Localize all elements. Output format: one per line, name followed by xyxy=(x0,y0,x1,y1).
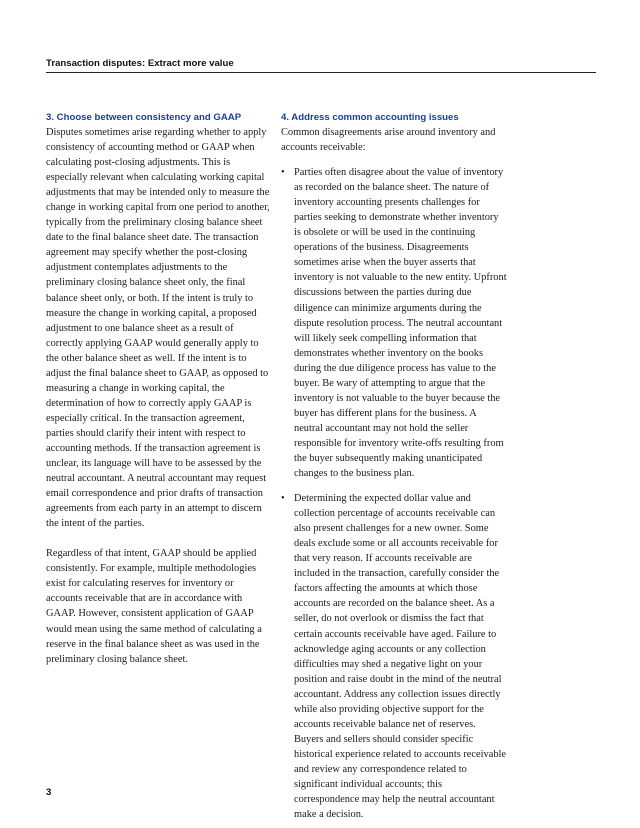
paragraph-gaap-consistency: Regardless of that intent, GAAP should be applied consistently. For example, multiple methodologies exist for calculating reserves for inventory or accounts receivable that are in accordance with GAAP. However, consistent application of GAAP would mean using the same method of calculating a reserve in the final balance sheet as was used in the preliminary closing balance sheet. xyxy=(46,548,262,665)
section-heading-consistency-gaap: 3. Choose between consistency and GAAP xyxy=(46,112,242,123)
bullet-dot-icon: • xyxy=(281,167,285,179)
bullet-dot-icon: • xyxy=(281,493,285,505)
section-heading-accounting-issues: 4. Address common accounting issues xyxy=(281,112,459,123)
bullet-item-inventory xyxy=(281,165,507,481)
header-divider xyxy=(46,72,596,73)
bullet-text-accounts-receivable: Determining the expected dollar value and collection percentage of accounts receivable can also present challenges for a new owner. Some deals exclude some or all accounts receivable for that very reason. If accounts receivable are included in the transaction, carefully consider the factors affecting the amounts at which those accounts are recorded on the balance sheet. As a seller, do not overlook or dismiss the fact that certain accounts receivable have aged. Failure to acknowledge aging accounts or any collection difficulties may shed a negative light on your position and raise doubt in the mind of the neutral accountant. Address any collection issues directly while also providing objective support for the accounts receivable balance net of reserves. Buyers and sellers should consider specific historical experience related to accounts receivable and review any correspondence related to significant individual accounts; this correspondence may help the neutral accountant make a decision. xyxy=(294,493,507,821)
left-column xyxy=(46,111,272,667)
document-header-title: Transaction disputes: Extract more value xyxy=(46,58,234,69)
right-column xyxy=(281,111,507,822)
paragraph-accounting-intro: Common disagreements arise around inventory and accounts receivable: xyxy=(281,127,496,154)
paragraph-consistency-intro: Disputes sometimes arise regarding whether to apply consistency of accounting method or GAAP when calculating post-closing adjustments. This is especially relevant when calculating working capital adjustments that may be intended only to measure the change in working capital from one period to another, typically from the preliminary closing balance sheet date to the final balance sheet date. The transaction agreement may specify whether the post-closing adjustment contemplates adjustments to the preliminary closing balance sheet only, the final balance sheet only, or both. If the intent is truly to measure the change in working capital, a proposed adjustment to one balance sheet as a result of correctly applying GAAP would generally apply to the other balance sheet as well. If the intent is to adjust the final balance sheet to GAAP, as opposed to measuring a change in working capital, the determination of how to correctly apply GAAP is especially critical. In the transaction agreement, parties should clarify their intent with respect to accounting methods. If the transaction agreement is unclear, its language will have to be assessed by the neutral accountant. A neutral accountant may request email correspondence and prior drafts of transaction agreements from each party in an attempt to discern the intent of the parties. xyxy=(46,127,270,530)
page-number: 3 xyxy=(46,787,52,798)
bullet-text-inventory: Parties often disagree about the value of inventory as recorded on the balance sheet. The nature of inventory accounting presents challenges for parties seeking to demonstrate whether inventory is obsolete or will be used in the continuing operations of the business. Disagreements sometimes arise when the buyer asserts that inventory is not valuable to the new entity. Upfront discussions between the parties during due diligence can minimize arguments during the dispute resolution process. The neutral accountant will likely seek compelling information that demonstrates whether inventory on the books during the due diligence process has value to the buyer. Be wary of attempting to argue that the inventory is not valuable to the buyer because the buyer has different plans for the business. A neutral accountant may not hold the seller responsible for inventory write-offs resulting from the buyer subsequently making unanticipated changes to the business plan. xyxy=(294,167,507,480)
bullet-item-accounts-receivable xyxy=(281,491,507,822)
bullet-list xyxy=(281,165,507,822)
